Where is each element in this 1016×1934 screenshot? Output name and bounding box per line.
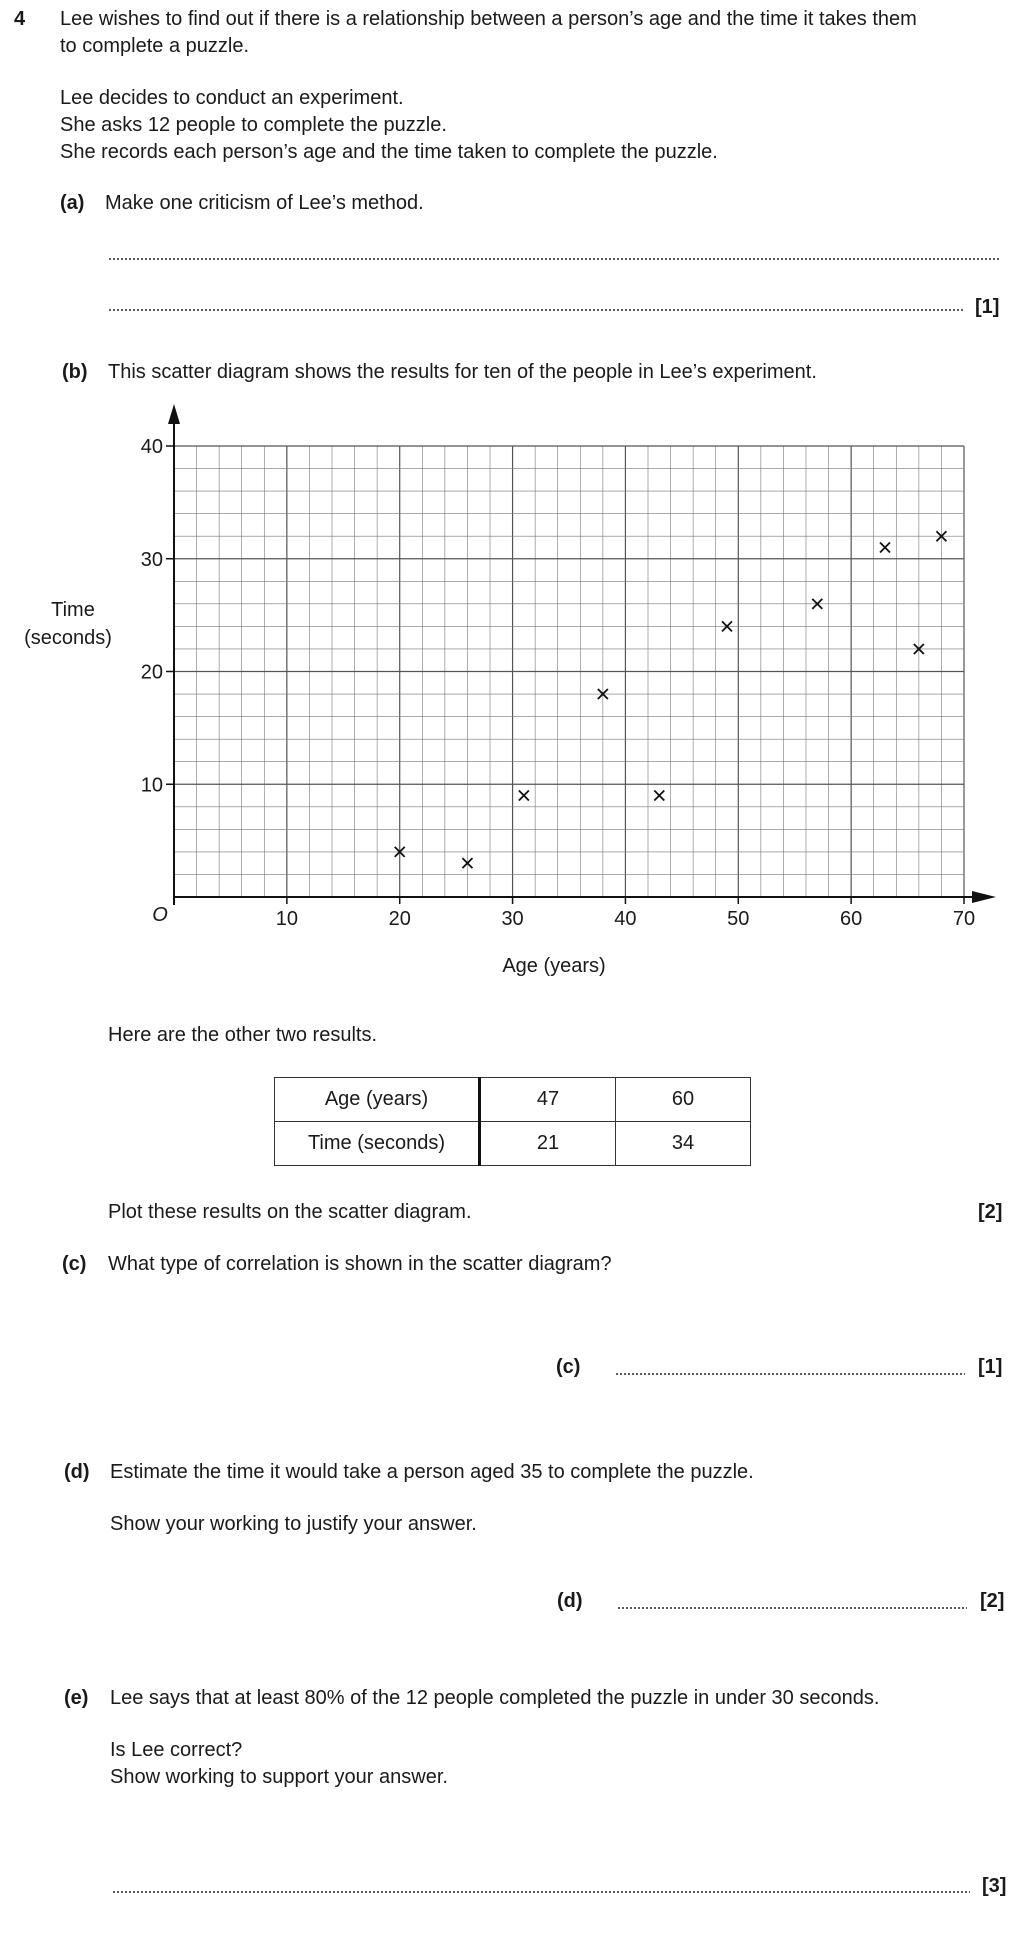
x-axis-label: Age (years) <box>502 955 606 977</box>
intro-line-2: to complete a puzzle. <box>60 35 249 57</box>
y-tick-label: 40 <box>140 436 163 458</box>
y-tick-label: 20 <box>140 661 163 684</box>
part-b-label: (b) <box>62 361 88 383</box>
method-line-1: Lee decides to conduct an experiment. <box>60 87 404 109</box>
part-c-answer-label: (c) <box>556 1356 581 1378</box>
part-c-marks: [1] <box>978 1356 1003 1378</box>
intro-line-1: Lee wishes to find out if there is a relationship between a person’s age and the time it takes them <box>60 8 917 30</box>
x-tick-label: 10 <box>275 908 298 930</box>
chart-grid <box>174 446 964 897</box>
scatter-diagram[interactable] <box>0 400 1016 990</box>
part-d-label: (d) <box>64 1461 90 1483</box>
part-d-marks: [2] <box>980 1590 1005 1612</box>
data-point <box>880 542 890 552</box>
table-cell-age-2: 60 <box>616 1078 751 1122</box>
other-results-table <box>274 1077 751 1166</box>
part-c-label: (c) <box>62 1253 87 1275</box>
table-header-time: Time (seconds) <box>275 1122 480 1166</box>
part-a-question: Make one criticism of Lee’s method. <box>105 192 424 214</box>
part-d-answer-line[interactable] <box>617 1607 967 1609</box>
table-row-age <box>275 1078 751 1122</box>
table-cell-time-2: 34 <box>616 1122 751 1166</box>
data-point <box>654 791 664 801</box>
y-axis-arrow <box>168 404 180 424</box>
other-results-text: Here are the other two results. <box>108 1024 378 1046</box>
part-b-question: This scatter diagram shows the results for ten of the people in Lee’s experiment. <box>108 361 817 383</box>
part-a-answer-line-1[interactable] <box>108 258 1000 260</box>
part-c-answer-line[interactable] <box>615 1373 965 1375</box>
x-tick-label: 40 <box>614 908 637 930</box>
y-tick-label: 10 <box>140 774 163 797</box>
part-e-marks: [3] <box>982 1875 1007 1897</box>
table-cell-age-1: 47 <box>480 1078 616 1122</box>
y-axis-label-line-1: Time <box>51 599 95 621</box>
x-tick-label: 50 <box>727 908 750 930</box>
x-tick-label: 60 <box>840 908 863 930</box>
table-header-age: Age (years) <box>275 1078 480 1122</box>
part-d-working: Show your working to justify your answer. <box>110 1513 477 1535</box>
question-number: 4 <box>14 8 26 30</box>
method-line-3: She records each person’s age and the time taken to complete the puzzle. <box>60 141 718 163</box>
x-tick-label: 30 <box>501 908 524 930</box>
data-point <box>519 791 529 801</box>
method-line-2: She asks 12 people to complete the puzzle. <box>60 114 447 136</box>
part-e-label: (e) <box>64 1687 89 1709</box>
y-axis-label-line-2: (seconds) <box>24 627 112 649</box>
x-axis-arrow <box>972 891 996 903</box>
part-b-marks: [2] <box>978 1201 1003 1223</box>
x-tick-label: 20 <box>388 908 411 930</box>
part-a-marks: [1] <box>975 296 1000 318</box>
plot-instruction: Plot these results on the scatter diagram. <box>108 1201 472 1223</box>
part-e-line-2: Is Lee correct? <box>110 1739 243 1761</box>
part-a-answer-line-2[interactable] <box>108 309 963 311</box>
part-c-question: What type of correlation is shown in the scatter diagram? <box>108 1253 612 1275</box>
chart-axes <box>168 404 996 905</box>
part-d-answer-label: (d) <box>557 1590 583 1612</box>
table-row-time <box>275 1122 751 1166</box>
part-e-answer-line[interactable] <box>112 1891 970 1893</box>
part-d-question: Estimate the time it would take a person aged 35 to complete the puzzle. <box>110 1461 754 1483</box>
y-tick-label: 30 <box>140 548 163 571</box>
table-cell-time-1: 21 <box>480 1122 616 1166</box>
part-e-question: Lee says that at least 80% of the 12 people completed the puzzle in under 30 seconds. <box>110 1687 880 1709</box>
origin-label: O <box>152 904 168 926</box>
x-tick-label: 70 <box>952 908 976 930</box>
part-e-line-3: Show working to support your answer. <box>110 1766 448 1788</box>
part-a-label: (a) <box>60 192 85 214</box>
